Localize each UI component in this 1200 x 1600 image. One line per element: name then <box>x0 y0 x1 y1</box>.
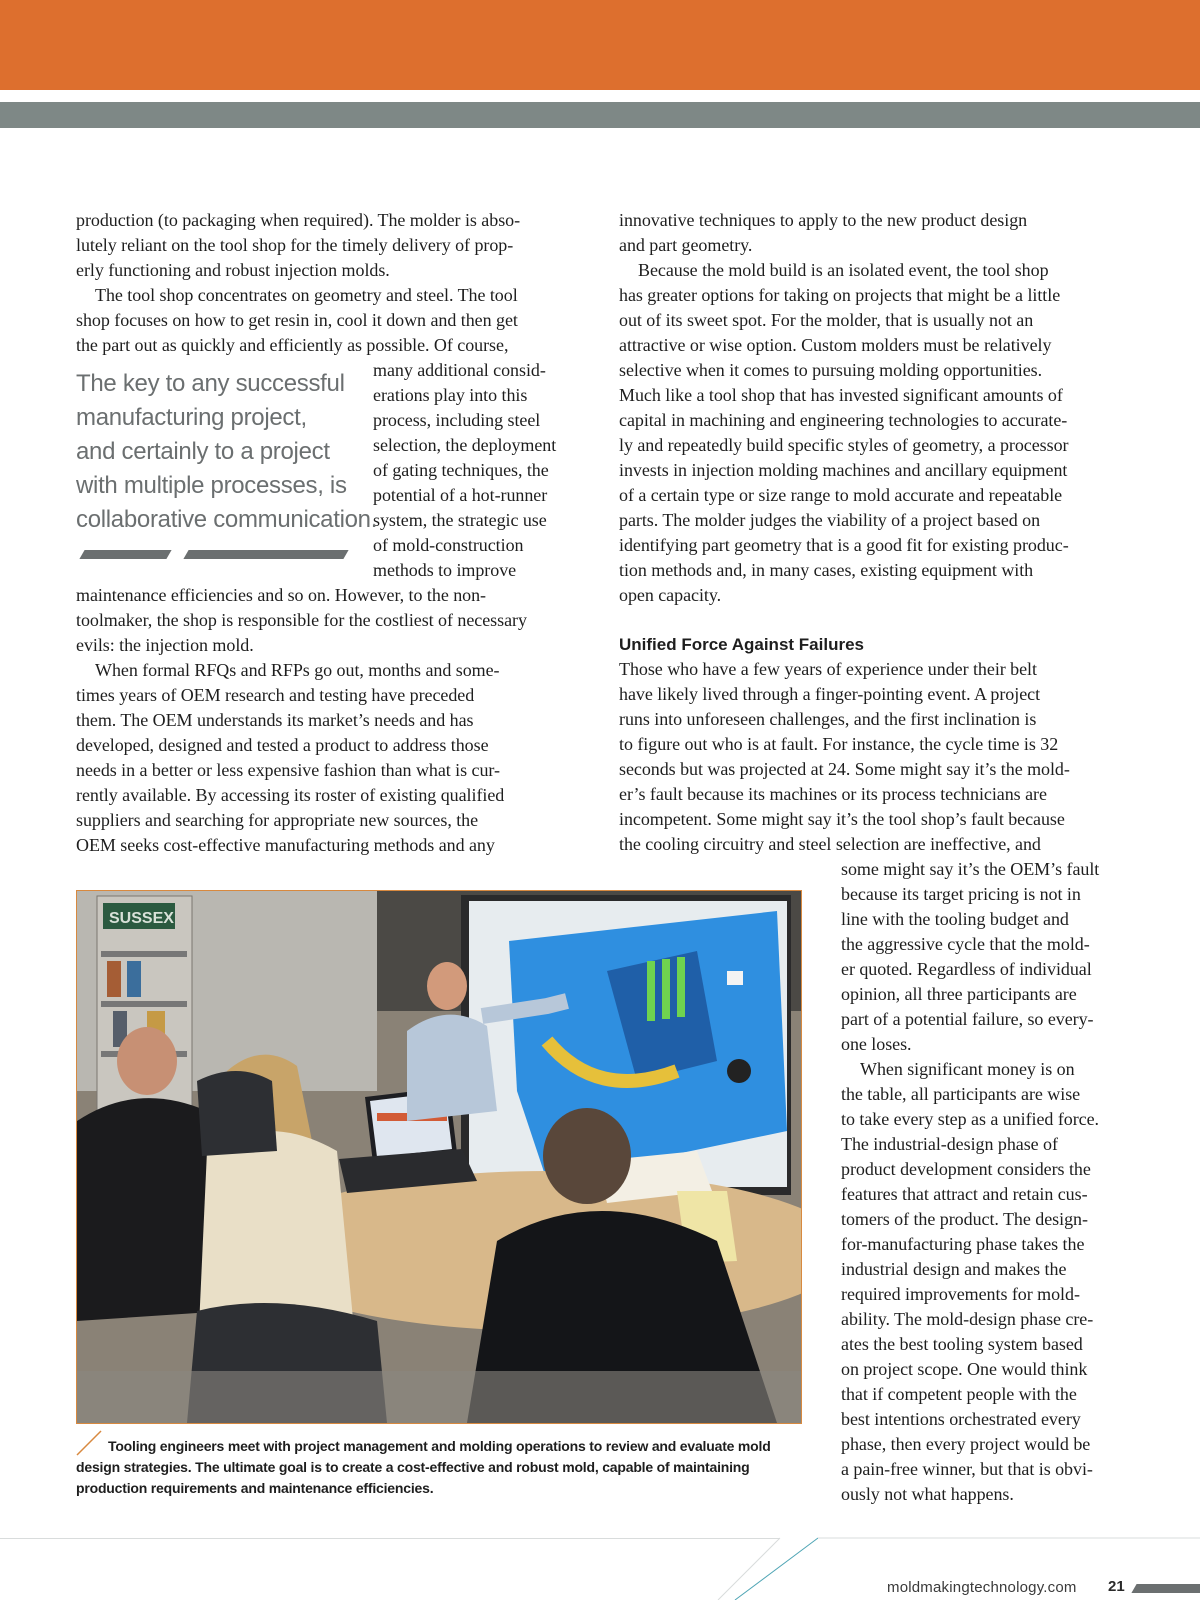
body-line: ously not what happens. <box>841 1484 1014 1504</box>
body-line: ly and repeatedly build specific styles of geometry, a processor <box>619 435 1069 455</box>
body-line: for-manufacturing phase takes the <box>841 1234 1085 1254</box>
body-line: tomers of the product. The design- <box>841 1209 1088 1229</box>
body-line: selection, the deployment <box>373 435 557 455</box>
body-line: industrial design and makes the <box>841 1259 1067 1279</box>
body-line: has greater options for taking on projects that might be a little <box>619 285 1061 305</box>
body-line: The industrial-design phase of <box>841 1134 1058 1154</box>
photo-caption-line: design strategies. The ultimate goal is to create a cost-effective and robust mold, capable of maintaining <box>76 1459 750 1475</box>
body-line: OEM seeks cost-effective manufacturing methods and any <box>76 835 495 855</box>
body-line: er’s fault because its machines or its process technicians are <box>619 784 1047 804</box>
body-line: part of a potential failure, so every- <box>841 1009 1094 1029</box>
pull-quote-line: collaborative communication. <box>76 506 378 533</box>
body-line: many additional consid- <box>373 360 546 380</box>
top-banner-gray <box>0 102 1200 128</box>
body-line: some might say it’s the OEM’s fault <box>841 859 1100 879</box>
body-line: one loses. <box>841 1034 912 1054</box>
body-line: them. The OEM understands its market’s needs and has <box>76 710 474 730</box>
body-line: a pain-free winner, but that is obvi- <box>841 1459 1093 1479</box>
body-line: Because the mold build is an isolated event, the tool shop <box>638 260 1049 280</box>
body-line: of gating techniques, the <box>373 460 549 480</box>
body-line: potential of a hot-runner <box>373 485 548 505</box>
body-line: line with the tooling budget and <box>841 909 1069 929</box>
body-line: maintenance efficiencies and so on. However, to the non- <box>76 585 486 605</box>
body-line: Those who have a few years of experience under their belt <box>619 659 1037 679</box>
body-line: process, including steel <box>373 410 541 430</box>
body-line: features that attract and retain cus- <box>841 1184 1088 1204</box>
body-line: The tool shop concentrates on geometry and steel. The tool <box>95 285 518 305</box>
body-line: tion methods and, in many cases, existing equipment with <box>619 560 1034 580</box>
body-line: lutely reliant on the tool shop for the timely delivery of prop- <box>76 235 514 255</box>
photo-caption-line: Tooling engineers meet with project management and molding operations to review and evaluate mold <box>108 1438 771 1454</box>
body-line: ates the best tooling system based <box>841 1334 1083 1354</box>
footer-url: moldmakingtechnology.com <box>887 1579 1077 1596</box>
body-line: erly functioning and robust injection molds. <box>76 260 390 280</box>
body-line: the table, all participants are wise <box>841 1084 1081 1104</box>
body-line: parts. The molder judges the viability of a project based on <box>619 510 1041 530</box>
body-line: capital in machining and engineering technologies to accurate- <box>619 410 1068 430</box>
body-line: required improvements for mold- <box>841 1284 1080 1304</box>
meeting-photo <box>76 890 802 1424</box>
top-banner-orange <box>0 0 1200 90</box>
body-line: times years of OEM research and testing have preceded <box>76 685 475 705</box>
pull-quote-line: with multiple processes, is <box>76 472 347 499</box>
body-line: the part out as quickly and efficiently as possible. Of course, <box>76 335 509 355</box>
body-line: best intentions orchestrated every <box>841 1409 1081 1429</box>
body-line: selective when it comes to pursuing molding opportunities. <box>619 360 1043 380</box>
body-line: needs in a better or less expensive fashion than what is cur- <box>76 760 500 780</box>
body-line: because its target pricing is not in <box>841 884 1081 904</box>
body-line: shop focuses on how to get resin in, cool it down and then get <box>76 310 518 330</box>
body-line: toolmaker, the shop is responsible for the costliest of necessary <box>76 610 527 630</box>
body-line: Much like a tool shop that has invested significant amounts of <box>619 385 1063 405</box>
body-line: innovative techniques to apply to the new product design <box>619 210 1028 230</box>
body-line: evils: the injection mold. <box>76 635 254 655</box>
body-line: the cooling circuitry and steel selection are ineffective, and <box>619 834 1041 854</box>
body-line: of a certain type or size range to mold accurate and repeatable <box>619 485 1063 505</box>
body-line: runs into unforeseen challenges, and the first inclination is <box>619 709 1037 729</box>
body-line: to figure out who is at fault. For instance, the cycle time is 32 <box>619 734 1059 754</box>
pull-quote-bar <box>183 550 348 559</box>
body-line: have likely lived through a finger-pointing event. A project <box>619 684 1041 704</box>
body-line: erations play into this <box>373 385 528 405</box>
body-line: suppliers and searching for appropriate new sources, the <box>76 810 479 830</box>
body-line: the aggressive cycle that the mold- <box>841 934 1090 954</box>
body-line: opinion, all three participants are <box>841 984 1077 1004</box>
body-line: to take every step as a unified force. <box>841 1109 1099 1129</box>
footer-tab <box>1131 1584 1200 1593</box>
body-line: When significant money is on <box>860 1059 1075 1079</box>
photo-caption-line: production requirements and maintenance efficiencies. <box>76 1480 434 1496</box>
body-line: seconds but was projected at 24. Some might say it’s the mold- <box>619 759 1070 779</box>
pull-quote-line: and certainly to a project <box>76 438 330 465</box>
body-line: product development considers the <box>841 1159 1091 1179</box>
body-line: out of its sweet spot. For the molder, that is usually not an <box>619 310 1034 330</box>
body-line: of mold-construction <box>373 535 524 555</box>
body-line: invests in injection molding machines and ancillary equipment <box>619 460 1068 480</box>
caption-slash-icon <box>74 1428 104 1458</box>
body-line: methods to improve <box>373 560 517 580</box>
body-line: phase, then every project would be <box>841 1434 1091 1454</box>
body-line: developed, designed and tested a product to address those <box>76 735 489 755</box>
body-line: on project scope. One would think <box>841 1359 1088 1379</box>
page-number: 21 <box>1108 1578 1125 1595</box>
pull-quote-bar <box>79 550 171 559</box>
body-line: When formal RFQs and RFPs go out, months and some- <box>95 660 500 680</box>
body-line: er quoted. Regardless of individual <box>841 959 1092 979</box>
body-line: ability. The mold-design phase cre- <box>841 1309 1094 1329</box>
pull-quote-line: manufacturing project, <box>76 404 307 431</box>
body-line: identifying part geometry that is a good fit for existing produc- <box>619 535 1069 555</box>
pull-quote-line: The key to any successful <box>76 370 345 397</box>
sign-text: SUSSEX <box>109 910 174 927</box>
body-line: open capacity. <box>619 585 722 605</box>
body-line: rently available. By accessing its roster of existing qualified <box>76 785 505 805</box>
body-line: that if competent people with the <box>841 1384 1077 1404</box>
body-line: and part geometry. <box>619 235 753 255</box>
body-line: production (to packaging when required). The molder is abso- <box>76 210 521 230</box>
body-line: incompetent. Some might say it’s the tool shop’s fault because <box>619 809 1065 829</box>
body-line: system, the strategic use <box>373 510 547 530</box>
section-heading: Unified Force Against Failures <box>619 635 864 654</box>
body-line: attractive or wise option. Custom molders must be relatively <box>619 335 1052 355</box>
